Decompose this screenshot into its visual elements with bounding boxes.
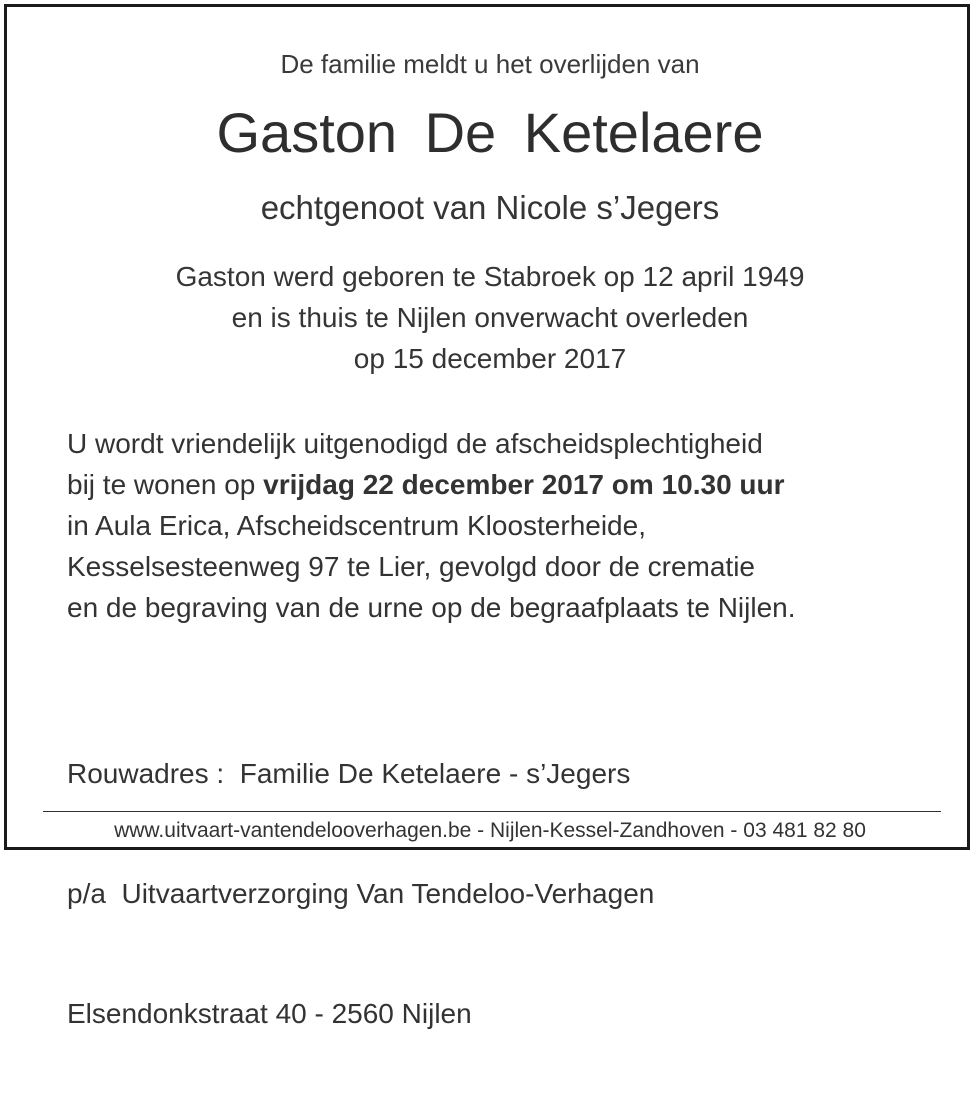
address-line-2: p/a Uitvaartverzorging Van Tendeloo-Verhagen: [67, 878, 655, 909]
address-line-1: Rouwadres : Familie De Ketelaere - s’Jegers: [67, 758, 631, 789]
intro-text: De familie meldt u het overlijden van: [280, 49, 700, 79]
birth-line: Gaston werd geboren te Stabroek op 12 april 1949: [175, 261, 805, 292]
ceremony-invitation: [67, 423, 796, 628]
birth-death-details: [7, 256, 973, 379]
deceased-name: Gaston De Ketelaere: [216, 101, 764, 164]
invitation-line-5: en de begraving van de urne op de begraafplaats te Nijlen.: [67, 592, 796, 623]
footer-divider: [43, 811, 941, 812]
footer-contact: www.uitvaart-vantendelooverhagen.be - Nijlen-Kessel-Zandhoven - 03 481 82 80: [114, 819, 866, 842]
address-line-3: Elsendonkstraat 40 - 2560 Nijlen: [67, 998, 472, 1029]
ceremony-date-time: vrijdag 22 december 2017 om 10.30 uur: [263, 469, 785, 500]
mourning-address: [67, 674, 654, 1114]
death-notice-card: [4, 4, 970, 1029]
spouse-line: echtgenoot van Nicole s’Jegers: [260, 189, 720, 226]
invitation-line-3: in Aula Erica, Afscheidscentrum Kloosterheide,: [67, 510, 646, 541]
invitation-line-1: U wordt vriendelijk uitgenodigd de afscheidsplechtigheid: [67, 428, 763, 459]
death-line: en is thuis te Nijlen onverwacht overleden: [231, 302, 749, 333]
invitation-line-2: [67, 464, 796, 505]
death-date-line: op 15 december 2017: [353, 343, 627, 374]
invitation-line-4: Kesselsesteenweg 97 te Lier, gevolgd door de crematie: [67, 551, 755, 582]
invitation-line-2-prefix: bij te wonen op: [67, 469, 264, 500]
